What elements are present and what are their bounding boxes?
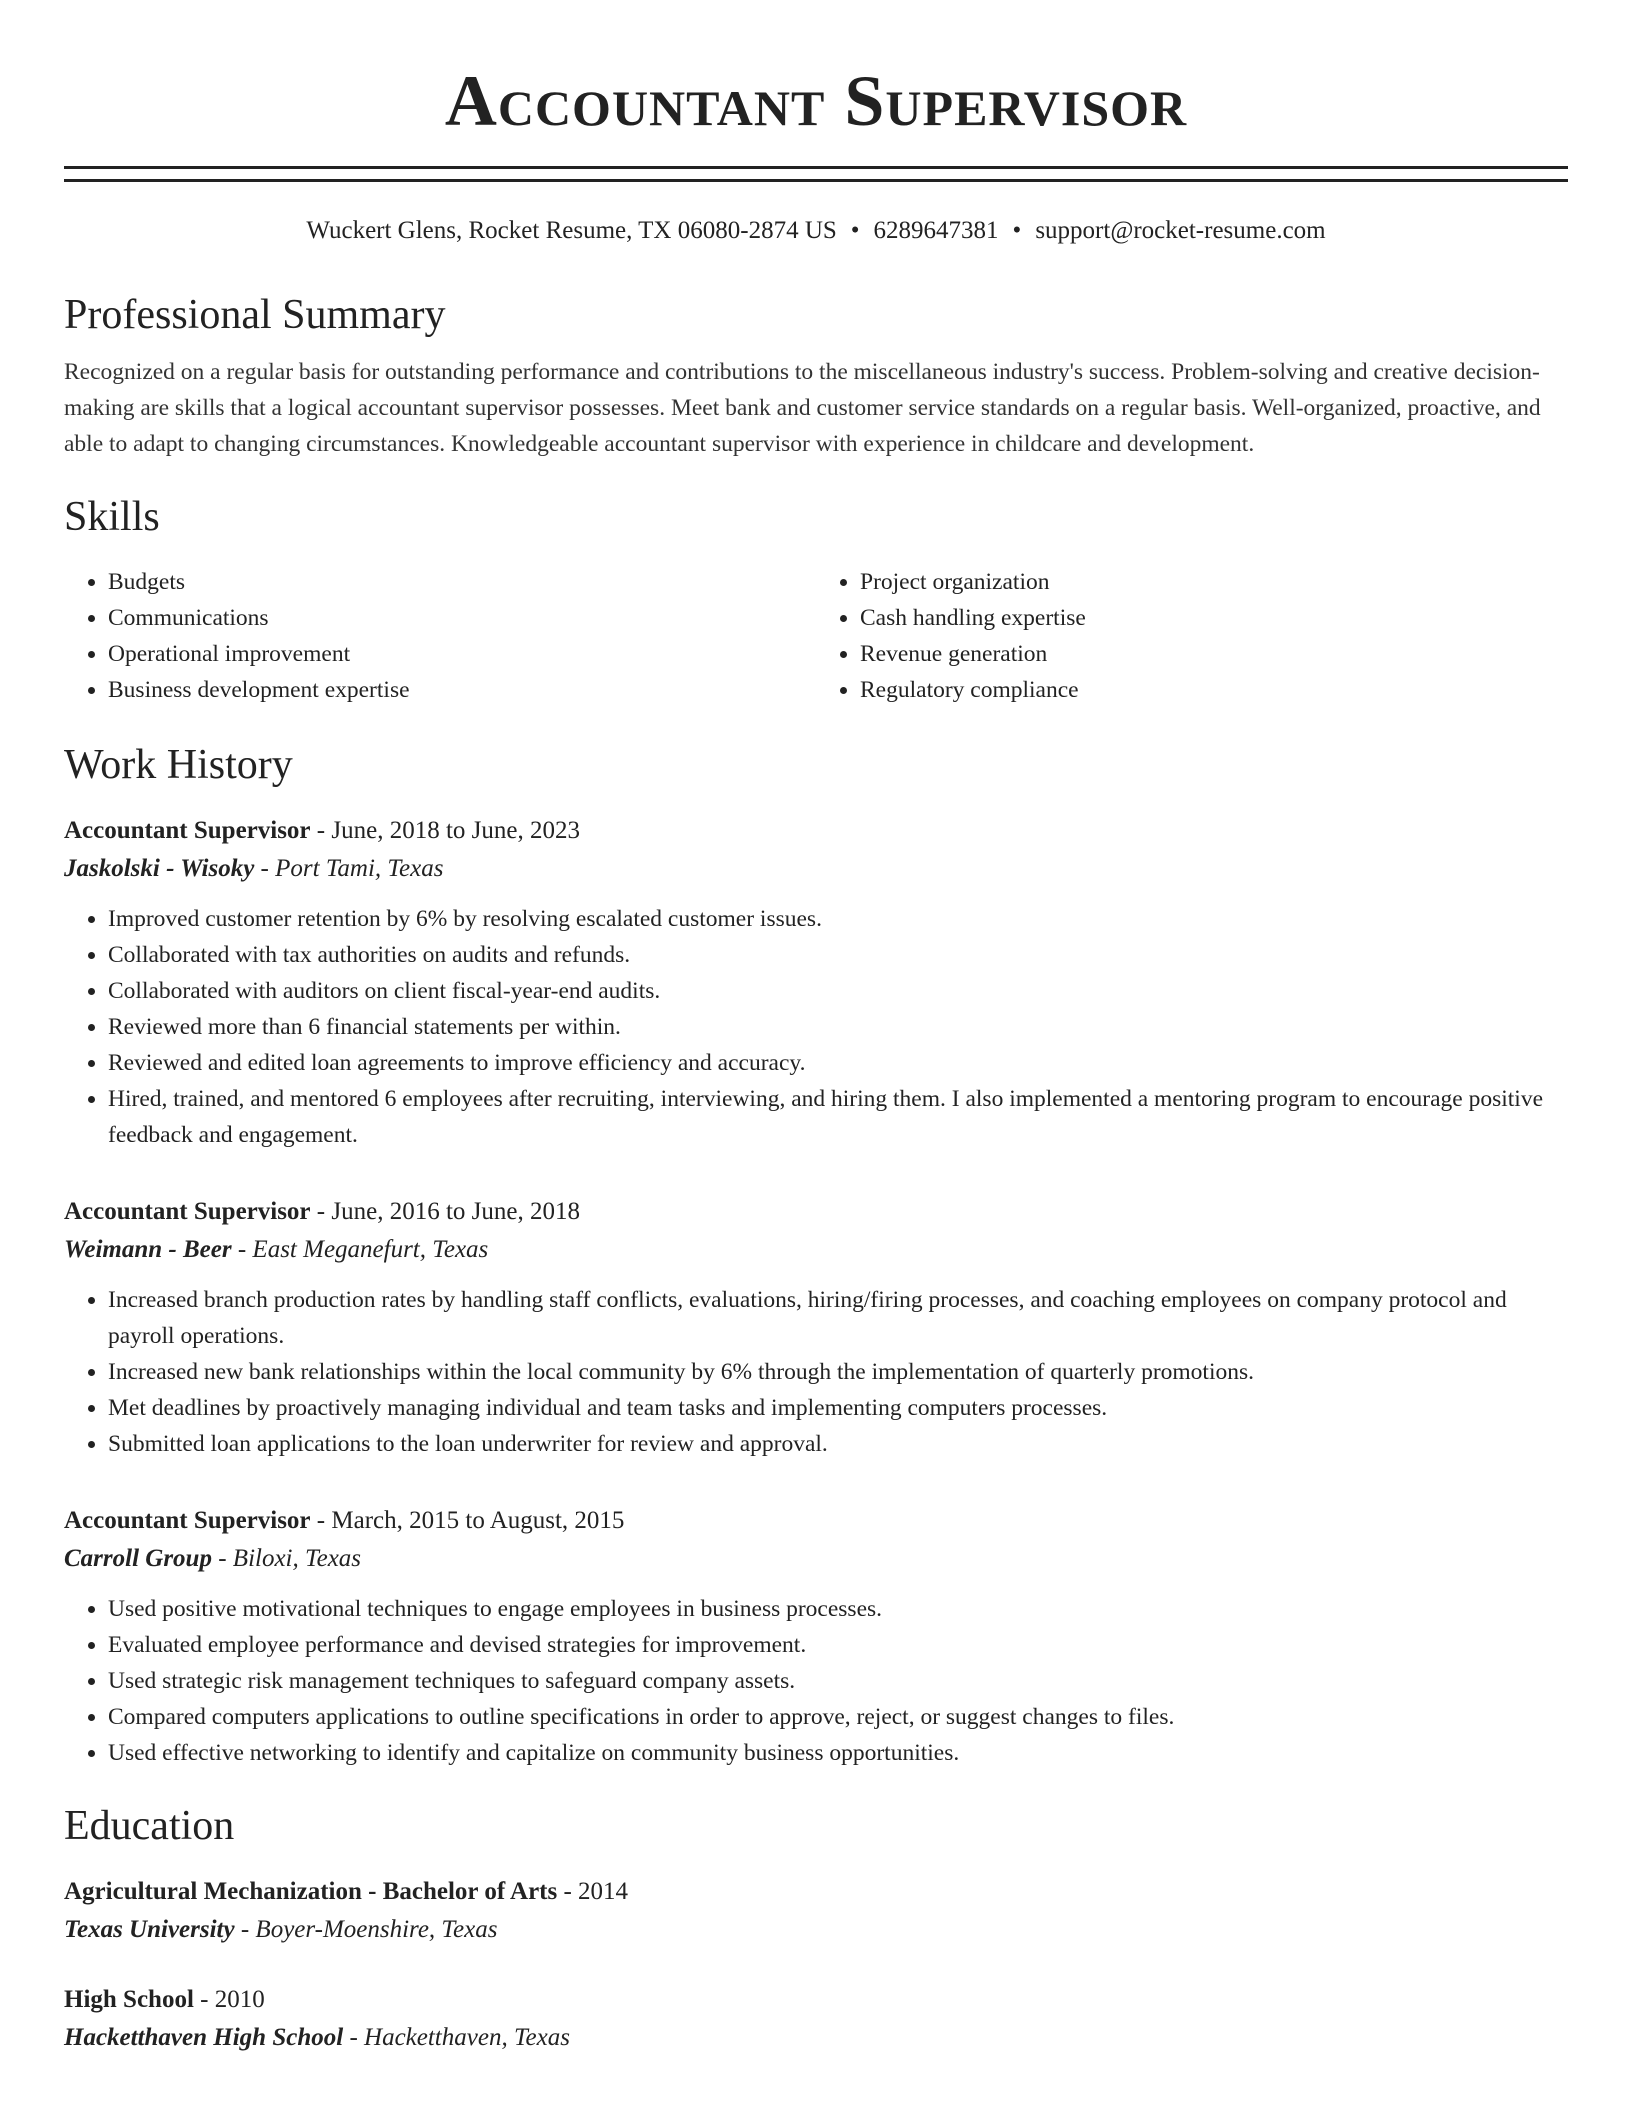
skill-item: • Regulatory compliance — [860, 672, 1568, 708]
job-dates: June, 2018 to June, 2023 — [331, 817, 580, 844]
dash: - — [254, 855, 276, 882]
skill-item: • Project organization — [860, 564, 1568, 600]
dash: - — [193, 1986, 215, 2013]
education-institution — [64, 1911, 1568, 1949]
job-heading — [64, 1502, 1568, 1540]
job-bullet: • Increased branch production rates by handling staff conflicts, evaluations, hiring/firing processes, and coaching employees on company protocol and payroll operations. — [108, 1282, 1568, 1354]
education-school: Texas University — [64, 1916, 235, 1943]
skill-item: • Budgets — [108, 564, 816, 600]
job-bullet: • Evaluated employee performance and devised strategies for improvement. — [108, 1627, 1568, 1663]
education-location: Hacketthaven, Texas — [364, 2024, 570, 2051]
job-dates: March, 2015 to August, 2015 — [331, 1507, 625, 1534]
job-bullet: • Compared computers applications to outline specifications in order to approve, reject, or suggest changes to files. — [108, 1699, 1568, 1735]
education-degree: High School — [64, 1986, 194, 2013]
job-employer — [64, 1231, 1568, 1269]
contact-separator: • — [850, 217, 860, 244]
skill-item: • Business development expertise — [108, 672, 816, 708]
job-bullets — [64, 1591, 1568, 1771]
job-company: Jaskolski - Wisoky — [64, 855, 255, 882]
job-bullets — [64, 1282, 1568, 1462]
job-bullet: • Increased new bank relationships within the local community by 6% through the implementation of quarterly promotions. — [108, 1354, 1568, 1390]
education-year: 2010 — [214, 1986, 265, 2013]
resume-name: Accountant Supervisor — [444, 61, 1188, 141]
dash: - — [231, 1236, 253, 1263]
education-year: 2014 — [578, 1878, 629, 1905]
section-title-summary: Professional Summary — [64, 292, 446, 338]
dash: - — [310, 1198, 332, 1225]
skills-list-right — [816, 564, 1568, 708]
skill-item: • Revenue generation — [860, 636, 1568, 672]
job-entry — [64, 812, 1568, 1153]
education-entry — [64, 1981, 1568, 2057]
job-title: Accountant Supervisor — [64, 1507, 311, 1534]
job-bullet: • Reviewed more than 6 financial statements per within. — [108, 1009, 1568, 1045]
job-bullet: • Used positive motivational techniques to engage employees in business processes. — [108, 1591, 1568, 1627]
job-title: Accountant Supervisor — [64, 817, 311, 844]
skill-item: • Operational improvement — [108, 636, 816, 672]
section-title-education: Education — [64, 1803, 235, 1849]
education-school: Hacketthaven High School — [64, 2024, 344, 2051]
dash: - — [211, 1545, 233, 1572]
job-dates: June, 2016 to June, 2018 — [331, 1198, 580, 1225]
contact-line — [64, 216, 1568, 246]
job-heading — [64, 1193, 1568, 1231]
education-heading — [64, 1873, 1568, 1911]
dash: - — [234, 1916, 256, 1943]
contact-phone: 6289647381 — [873, 217, 999, 244]
summary-text: Recognized on a regular basis for outstanding performance and contributions to the miscellaneous industry's success. Problem-solving and creative decision-making are skills that a logical accountant supervisor possesses. Meet bank and customer service standards on a regular basis. Well-organized, proactive, and able to adapt to changing circumstances. Knowledgeable accountant supervisor with experience in childcare and development. — [64, 359, 1541, 457]
header-double-rule — [64, 166, 1568, 182]
job-location: Port Tami, Texas — [275, 855, 444, 882]
job-title: Accountant Supervisor — [64, 1198, 311, 1225]
skill-item: • Communications — [108, 600, 816, 636]
education-entry — [64, 1873, 1568, 1949]
education-institution — [64, 2019, 1568, 2057]
job-bullet: • Collaborated with auditors on client fiscal-year-end audits. — [108, 973, 1568, 1009]
dash: - — [310, 1507, 332, 1534]
skills-grid — [64, 564, 1568, 708]
job-entry — [64, 1502, 1568, 1771]
education-heading — [64, 1981, 1568, 2019]
skill-item: • Cash handling expertise — [860, 600, 1568, 636]
contact-email: support@rocket-resume.com — [1035, 217, 1326, 244]
section-title-work-history: Work History — [64, 742, 293, 788]
job-bullet: • Collaborated with tax authorities on audits and refunds. — [108, 937, 1568, 973]
job-employer — [64, 1540, 1568, 1578]
job-bullet: • Met deadlines by proactively managing individual and team tasks and implementing computers processes. — [108, 1390, 1568, 1426]
job-company: Carroll Group — [64, 1545, 212, 1572]
job-bullet: • Hired, trained, and mentored 6 employees after recruiting, interviewing, and hiring them. I also implemented a mentoring program to encourage positive feedback and engagement. — [108, 1081, 1568, 1153]
job-location: Biloxi, Texas — [232, 1545, 362, 1572]
job-bullets — [64, 901, 1568, 1153]
job-entry — [64, 1193, 1568, 1462]
job-bullet: • Used strategic risk management techniques to safeguard company assets. — [108, 1663, 1568, 1699]
job-company: Weimann - Beer — [64, 1236, 232, 1263]
education-degree: Agricultural Mechanization - Bachelor of Arts — [64, 1878, 558, 1905]
dash: - — [343, 2024, 365, 2051]
section-title-skills: Skills — [64, 494, 160, 540]
education-location: Boyer-Moenshire, Texas — [255, 1916, 498, 1943]
job-bullet: • Submitted loan applications to the loan underwriter for review and approval. — [108, 1426, 1568, 1462]
dash: - — [557, 1878, 579, 1905]
job-bullet: • Reviewed and edited loan agreements to improve efficiency and accuracy. — [108, 1045, 1568, 1081]
job-bullet: • Used effective networking to identify and capitalize on community business opportunities. — [108, 1735, 1568, 1771]
job-heading — [64, 812, 1568, 850]
job-bullet: • Improved customer retention by 6% by resolving escalated customer issues. — [108, 901, 1568, 937]
skills-list-left — [64, 564, 816, 708]
dash: - — [310, 817, 332, 844]
job-employer — [64, 850, 1568, 888]
contact-address: Wuckert Glens, Rocket Resume, TX 06080-2874 US — [306, 217, 837, 244]
contact-separator: • — [1012, 217, 1022, 244]
job-location: East Meganefurt, Texas — [252, 1236, 489, 1263]
